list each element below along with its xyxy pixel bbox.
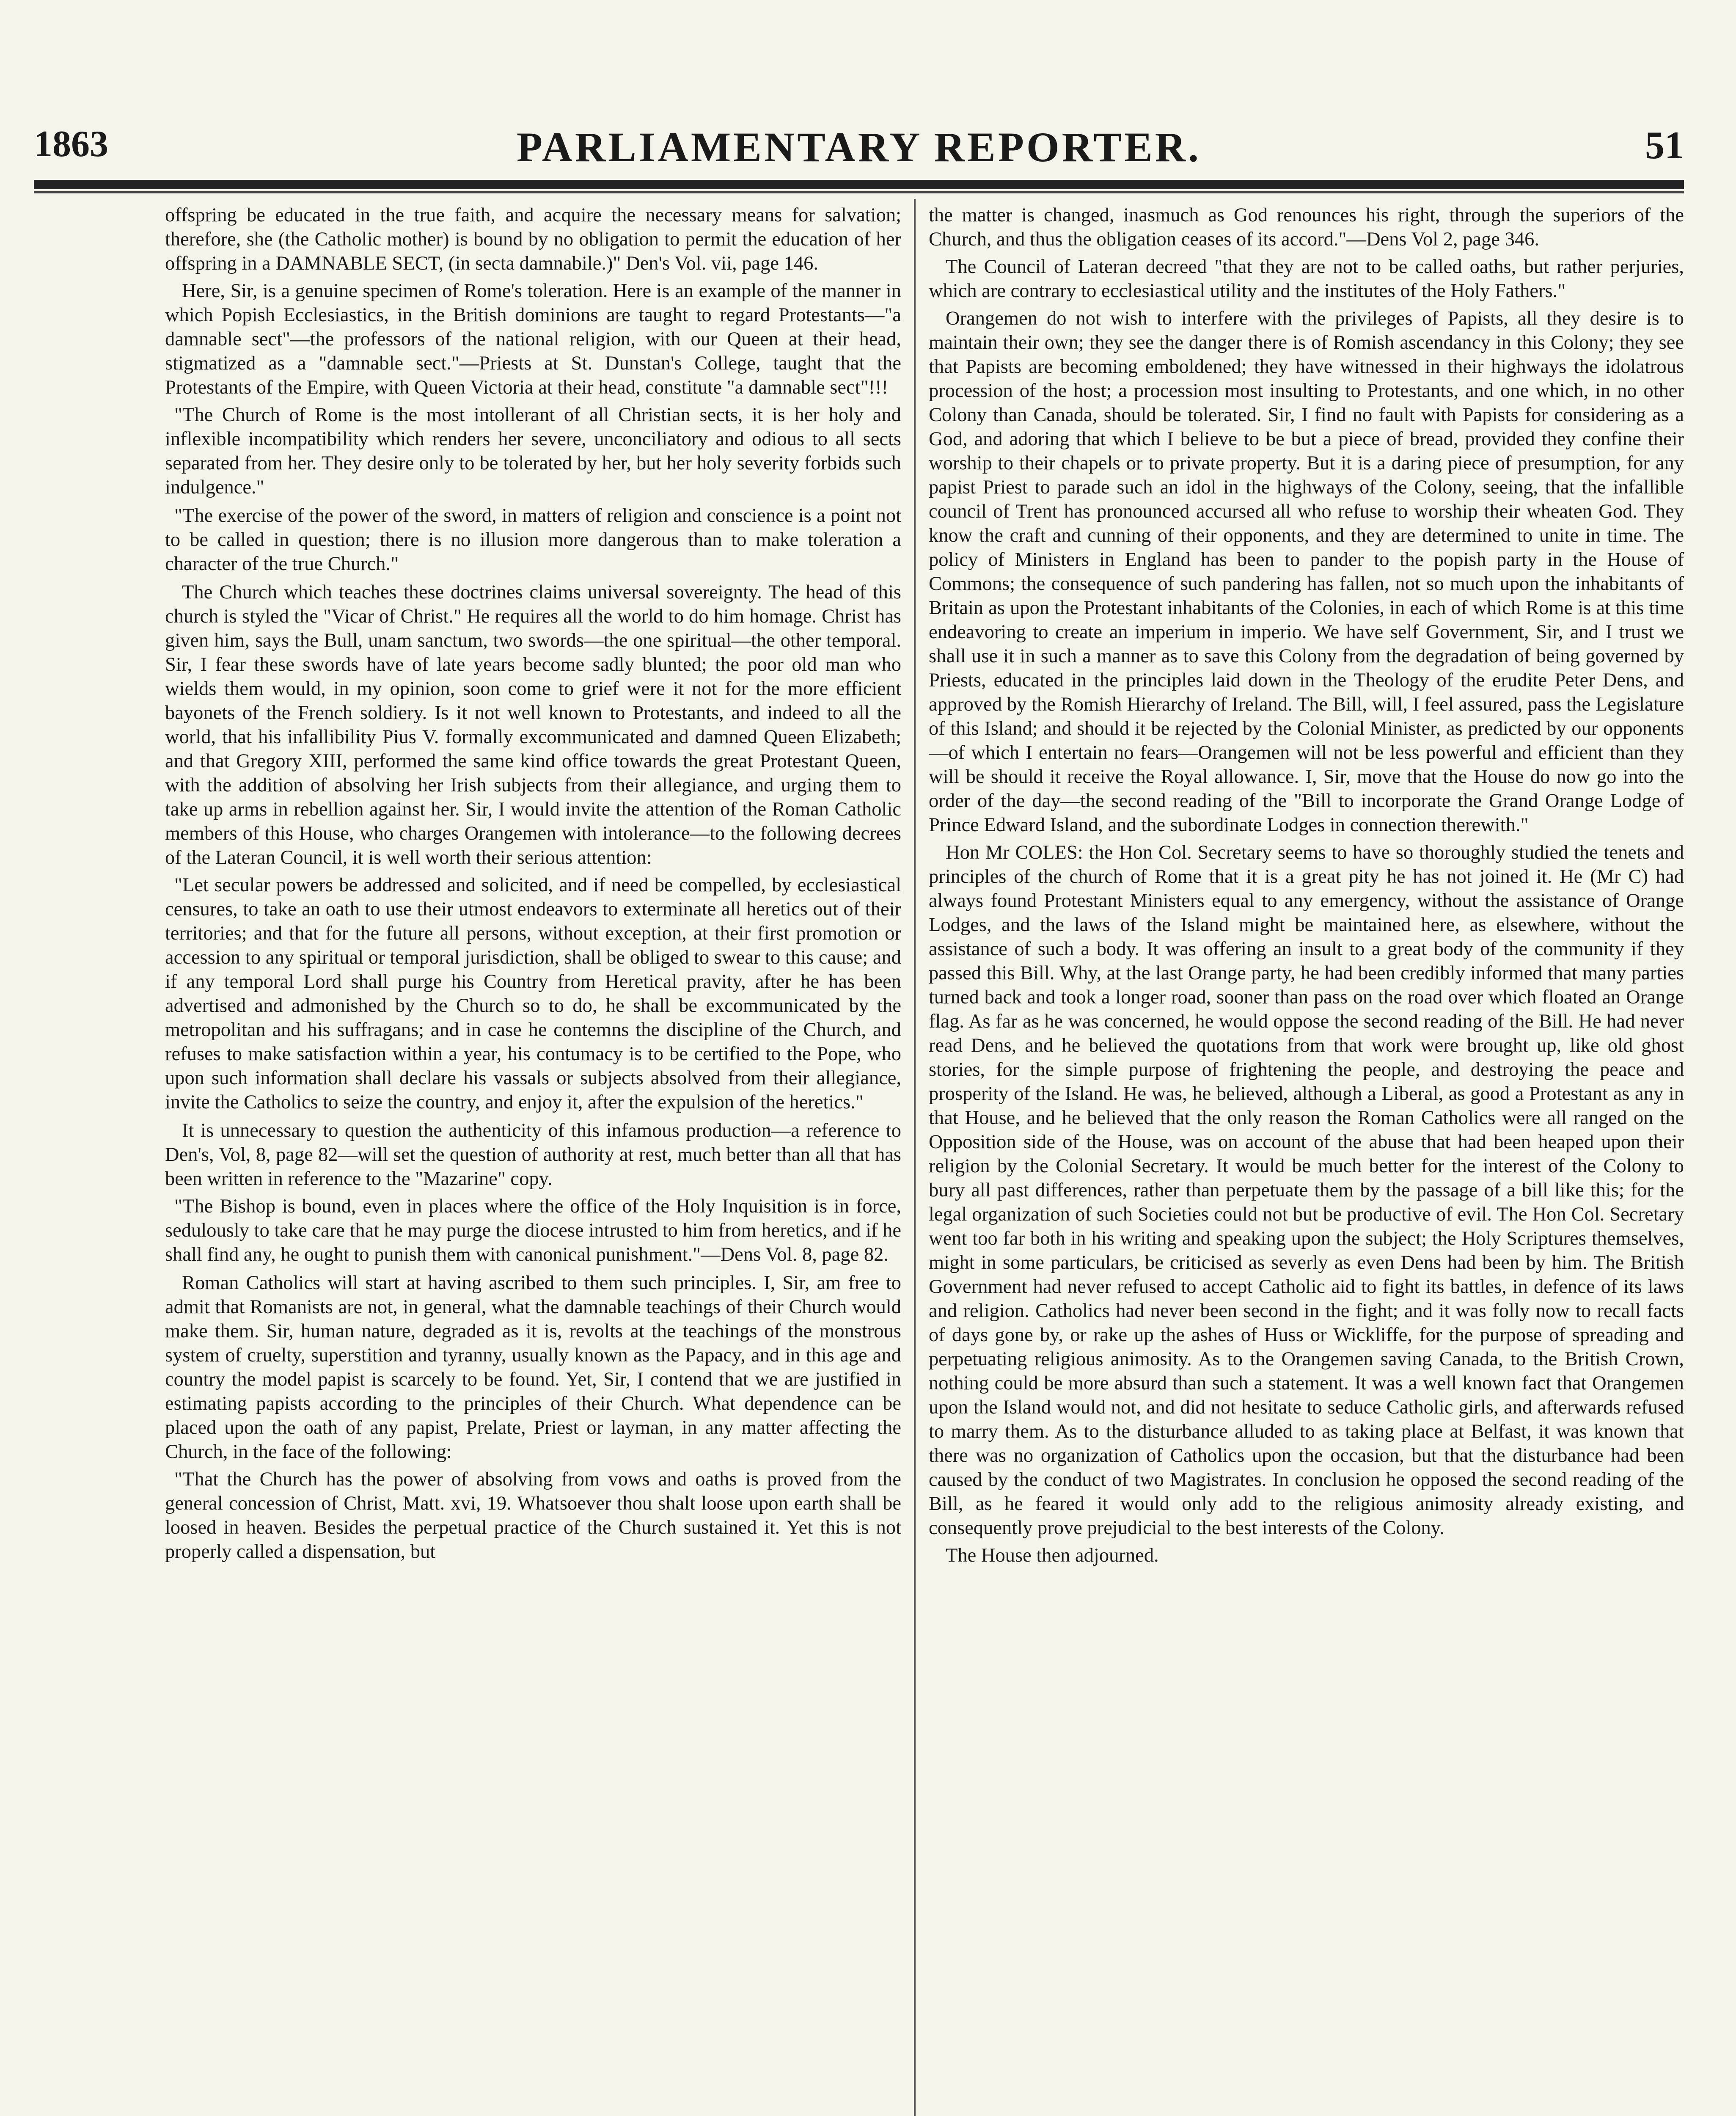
paragraph: The Council of Lateran decreed "that they are not to be called oaths, but rather perjuries, which are contrary to ecclesiastical utility and the institutes of the Holy Fathers." bbox=[929, 256, 1684, 302]
quote-paragraph: "Let secular powers be addressed and solicited, and if need be compelled, by ecclesiastical censures, to take an oath to use their utmost endeavors to exterminate all heretics out of their territories; and that for the future all persons, without exception, at their first promotion or accession to any spiritual or temporal jurisdiction, shall be obliged to swear to this cause; and if any temporal Lord shall purge his Country from Heretical pravity, after he has been advertised and admonished by the Church so to do, he shall be excommunicated by the metropolitan and his suffragans; and in case he contemns the discipline of the Church, and refuses to make satisfaction within a year, his contumacy is to be certified to the Pope, who upon such information shall declare his vassals or subjects absolved from their allegiance, invite the Catholics to seize the country, and enjoy it, after the expulsion of the heretics." bbox=[165, 874, 901, 1113]
paragraph: Roman Catholics will start at having ascribed to them such principles. I, Sir, am free to admit that Romanists are not, in general, what the damnable teachings of their Church would make them. Sir, human nature, degraded as it is, revolts at the teachings of the monstrous system of cruelty, superstition and tyranny, usually known as the Papacy, and in this age and country the model papist is scarcely to be found. Yet, Sir, I contend that we are justified in estimating papists according to the principles of their Church. What dependence can be placed upon the oath of any papist, Prelate, Priest or layman, in any matter affecting the Church, in the face of the following: bbox=[165, 1272, 901, 1463]
left-column bbox=[165, 203, 901, 2116]
paragraph: It is unnecessary to question the authenticity of this infamous production—a reference to Den's, Vol, 8, page 82—will set the question of authority at rest, much better than all that has been written in reference to the "Mazarine" copy. bbox=[165, 1120, 901, 1190]
paragraph: the matter is changed, inasmuch as God renounces his right, through the superiors of the Church, and thus the obligation ceases of its accord."—Dens Vol 2, page 346. bbox=[929, 204, 1684, 250]
paragraph: The House then adjourned. bbox=[946, 1545, 1159, 1566]
paragraph: offspring be educated in the true faith, and acquire the necessary means for salvation; therefore, she (the Catholic mother) is bound by no obligation to permit the education of her offspring in a DAMNABLE SECT, (in secta damnabile.)" Den's Vol. vii, page 146. bbox=[165, 204, 901, 274]
quote-paragraph: "The exercise of the power of the sword, in matters of religion and conscience is a point not to be called in question; there is no illusion more dangerous than to make toleration a character of the true Church." bbox=[165, 505, 901, 575]
paragraph: Hon Mr COLES: the Hon Col. Secretary seems to have so thoroughly studied the tenets and principles of the church of Rome that it is a great pity he has not joined it. He (Mr C) had always found Protestant Ministers equal to any emergency, without the assistance of Orange Lodges, and the laws of the Island might be maintained here, as elsewhere, without the assistance of such a body. It was offering an insult to a great body of the community if they passed this Bill. Why, at the last Orange party, he had been credibly informed that many parties turned back and took a longer road, sooner than pass on the road over which floated an Orange flag. As far as he was concerned, he would oppose the second reading of the Bill. He had never read Dens, and he believed the quotations from that work were brought up, like old ghost stories, for the simple purpose of frightening the people, and destroying the peace and prosperity of the Island. He was, he believed, although a Liberal, as good a Protestant as any in that House, and he believed that the only reason the Roman Catholics were all ranged on the Opposition side of the House, was on account of the abuse that had been heaped upon their religion by the Colonial Secretary. It would be much better for the interest of the Colony to bury all past differences, rather than perpetuate them by the passage of a bill like this; for the legal organization of such Societies could not but be productive of evil. The Hon Col. Secretary went too far both in his writing and speaking upon the subject; the Holy Scriptures themselves, might in some particulars, be criticised as severly as even Dens had been by him. The British Government had never refused to accept Catholic aid to fight its battles, in defence of its laws and religion. Catholics had never been second in the fight; and it was folly now to recall facts of days gone by, or rake up the ashes of Huss or Wickliffe, for the purpose of spreading and perpetuating religious animosity. As to the Orangemen saving Canada, to the British Crown, nothing could be more absurd than such a statement. It was a well known fact that Orangemen upon the Island would not, and did not hesitate to seduce Catholic girls, and afterwards refused to marry them. As to the disturbance alluded to as taking place at Belfast, it was known that there was no organization of Catholics upon the occasion, but that the disturbance had been caused by the conduct of two Magistrates. In conclusion he opposed the second reading of the Bill, as he feared it would only add to the religious animosity already existing, and consequently prove prejudicial to the best interests of the Colony. bbox=[929, 842, 1684, 1539]
header-page-number: 51 bbox=[1645, 124, 1684, 167]
column-divider bbox=[914, 199, 916, 2116]
quote-paragraph: "That the Church has the power of absolving from vows and oaths is proved from the general concession of Christ, Matt. xvi, 19. Whatsoever thou shalt loose upon earth shall be loosed in heaven. Besides the perpetual practice of the Church sustained it. Yet this is not properly called a dispensation, but bbox=[165, 1469, 901, 1562]
header-rule-thin bbox=[34, 191, 1684, 193]
right-column bbox=[929, 203, 1684, 2116]
header-rule-thick bbox=[34, 180, 1684, 189]
paragraph: Here, Sir, is a genuine specimen of Rome's toleration. Here is an example of the manner in which Popish Ecclesiastics, in the British dominions are taught to regard Protestants—"a damnable sect"—the professors of the national religion, with our Queen at their head, stigmatized as a "damnable sect."—Priests at St. Dunstan's College, taught that the Protestants of the Empire, with Queen Victoria at their head, constitute "a damnable sect"!!! bbox=[165, 280, 901, 398]
quote-paragraph: "The Church of Rome is the most intollerant of all Christian sects, it is her holy and inflexible incompatibility which renders her severe, unconciliatory and odious to all sects separated from her. They desire only to be tolerated by her, but her holy severity forbids such indulgence." bbox=[165, 404, 901, 498]
header-year: 1863 bbox=[34, 124, 108, 165]
header-title: PARLIAMENTARY REPORTER. bbox=[516, 124, 1202, 171]
paragraph: The Church which teaches these doctrines claims universal sovereignty. The head of this church is styled the "Vicar of Christ." He requires all the world to do him homage. Christ has given him, says the Bull, unam sanctum, two swords—the one spiritual—the other temporal. Sir, I fear these swords have of late years become sadly blunted; the poor old man who wields them would, in my opinion, soon come to grief were it not for the more efficient bayonets of the French soldiery. Is it not well known to Protestants, and indeed to all the world, that his infallibility Pius V. formally excommunicated and damned Queen Elizabeth; and that Gregory XIII, performed the same kind office towards the great Protestant Queen, with the addition of absolving her Irish subjects from their allegiance, and urging them to take up arms in rebellion against her. Sir, I would invite the attention of the Roman Catholic members of this House, who charges Orangemen with intolerance—to the following decrees of the Lateran Council, it is well worth their serious attention: bbox=[165, 581, 901, 868]
quote-paragraph: "The Bishop is bound, even in places where the office of the Holy Inquisition is in force, sedulously to take care that he may purge the diocese intrusted to him from heretics, and if he shall find any, he ought to punish them with canonical punishment."—Dens Vol. 8, page 82. bbox=[165, 1196, 901, 1265]
paragraph: Orangemen do not wish to interfere with the privileges of Papists, all they desire is to maintain their own; they see the danger there is of Romish ascendancy in this Colony; they see that Papists are becoming emboldened; they have witnessed in their highways the idolatrous procession of the host; a procession most insulting to Protestants, and one which, in no other Colony than Canada, should be tolerated. Sir, I find no fault with Papists for considering as a God, and adoring that which I believe to be but a piece of bread, provided they confine their worship to their chapels or to private property. But it is a daring piece of presumption, for any papist Priest to parade such an idol in the highways of the Colony, seeing, that the infallible council of Trent has pronounced accursed all who refuse to worship their wheaten God. They know the craft and cunning of their opponents, and they are determined to unite in time. The policy of Ministers in England has been to pander to the popish party in the House of Commons; the consequence of such pandering has fallen, not so much upon the inhabitants of Britain as upon the Protestant inhabitants of the Colonies, in each of which Rome is at this time endeavoring to create an imperium in imperio. We have self Government, Sir, and I trust we shall use it in such a manner as to save this Colony from the degradation of being governed by Priests, educated in the principles laid down in the Theology of the erudite Peter Dens, and approved by the Romish Hierarchy of Ireland. The Bill, will, I feel assured, pass the Legislature of this Island; and should it be rejected by the Colonial Minister, as predicted by our opponents—of which I entertain no fears—Orangemen will not be less powerful and efficient than they will be should it receive the Royal allowance. I, Sir, move that the House do now go into the order of the day—the second reading of the "Bill to incorporate the Grand Orange Lodge of Prince Edward Island, and the subordinate Lodges in connection therewith." bbox=[929, 308, 1684, 836]
